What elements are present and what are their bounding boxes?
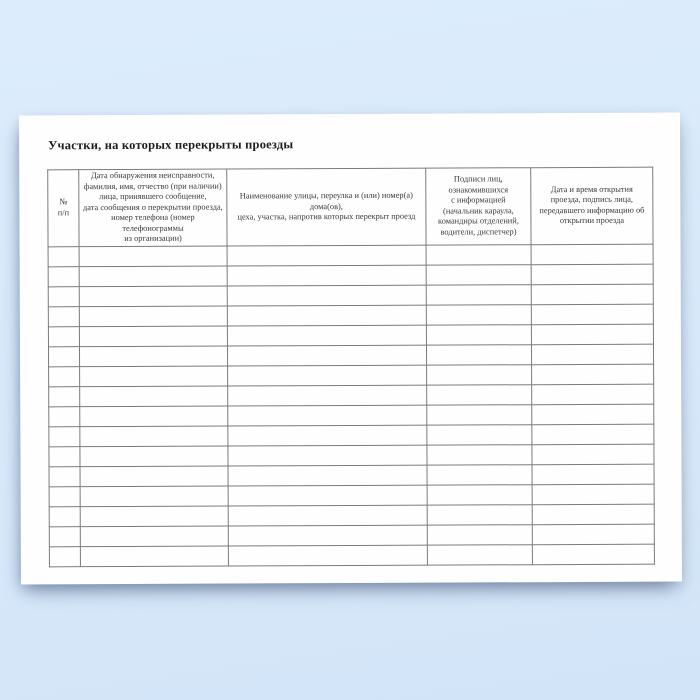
table-empty-cell xyxy=(49,426,80,446)
table-empty-row xyxy=(48,324,653,347)
table-empty-row xyxy=(49,364,654,387)
table-empty-row xyxy=(49,544,654,567)
table-empty-cell xyxy=(532,404,654,425)
table-empty-cell xyxy=(228,385,427,406)
table-empty-cell xyxy=(427,544,532,564)
table-empty-cell xyxy=(79,286,227,307)
table-empty-cell xyxy=(531,344,653,365)
table-empty-cell xyxy=(80,446,228,467)
table-empty-row xyxy=(49,464,654,487)
table-empty-cell xyxy=(49,406,80,426)
table-empty-cell xyxy=(80,386,228,407)
table-header-row xyxy=(48,167,653,246)
col-header-acknowledgement-signatures: Подписи лиц, ознакомившихся с информацией (начальник караула, командиры отделений, водители, диспетчер) xyxy=(426,168,531,245)
table-empty-row xyxy=(49,524,654,547)
table-empty-cell xyxy=(48,306,79,326)
table-empty-cell xyxy=(79,266,227,287)
table-empty-cell xyxy=(79,346,227,367)
table-empty-row xyxy=(48,344,653,367)
table-empty-cell xyxy=(49,386,80,406)
table-empty-cell xyxy=(80,526,228,547)
table-empty-row xyxy=(49,424,654,447)
table-empty-cell xyxy=(426,264,531,284)
blocked-passages-table xyxy=(47,167,655,567)
col-header-reopening-details: Дата и время открытия проезда, подпись лица, передавшего информацию об открытии проезда xyxy=(531,167,653,244)
table-empty-cell xyxy=(427,424,532,444)
col-header-street-location: Наименование улицы, переулка и (или) номер(а) дома(ов), цеха, участка, напротив которых перекрыт проезд xyxy=(227,168,426,245)
table-empty-cell xyxy=(80,486,228,507)
table-empty-row xyxy=(49,384,654,407)
table-empty-row xyxy=(48,264,653,287)
table-empty-cell xyxy=(532,544,654,565)
table-empty-cell xyxy=(48,346,79,366)
table-empty-cell xyxy=(227,325,426,346)
table-empty-cell xyxy=(228,485,427,506)
table-empty-cell xyxy=(427,464,532,484)
table-empty-cell xyxy=(228,505,427,526)
table-empty-cell xyxy=(531,284,653,305)
table-empty-cell xyxy=(80,366,228,387)
document-page xyxy=(19,113,682,585)
table-empty-cell xyxy=(531,244,653,265)
table-empty-cell xyxy=(426,344,531,364)
table-empty-cell xyxy=(427,484,532,504)
table-empty-cell xyxy=(80,406,228,427)
table-empty-cell xyxy=(227,345,426,366)
table-empty-cell xyxy=(80,426,228,447)
page-title: Участки, на которых перекрыты проезды xyxy=(48,137,294,153)
col-header-failure-report-details: Дата обнаружения неисправности, фамилия, имя, отчество (при наличии) лица, принявшего сообщение, дата сообщения о перекрытии проезда, номер телефона (номер телефонограммы из организации) xyxy=(79,169,227,246)
table-empty-cell xyxy=(48,286,79,306)
table-empty-cell xyxy=(79,326,227,347)
table-empty-cell xyxy=(427,524,532,544)
table-empty-cell xyxy=(80,506,228,527)
table-empty-cell xyxy=(228,425,427,446)
table-empty-cell xyxy=(531,264,653,285)
table-empty-cell xyxy=(532,424,654,445)
table-empty-cell xyxy=(228,465,427,486)
table-empty-cell xyxy=(49,366,80,386)
table-empty-row xyxy=(48,284,653,307)
table-empty-row xyxy=(49,504,654,527)
table-empty-cell xyxy=(227,305,426,326)
table-empty-cell xyxy=(532,464,654,485)
table-body xyxy=(48,244,654,567)
table-empty-cell xyxy=(426,324,531,344)
table-empty-row xyxy=(49,404,654,427)
table-empty-row xyxy=(49,444,654,467)
table-empty-cell xyxy=(427,504,532,524)
table-empty-cell xyxy=(427,384,532,404)
table-empty-cell xyxy=(532,364,654,385)
table-empty-cell xyxy=(427,364,532,384)
table-empty-cell xyxy=(532,504,654,525)
table-empty-cell xyxy=(49,546,80,566)
table-empty-cell xyxy=(48,326,79,346)
table-empty-cell xyxy=(49,526,80,546)
table-empty-cell xyxy=(228,525,427,546)
table-empty-cell xyxy=(532,384,654,405)
table-empty-cell xyxy=(79,246,227,267)
table-empty-cell xyxy=(427,444,532,464)
table-empty-cell xyxy=(227,285,426,306)
table-empty-cell xyxy=(49,486,80,506)
table-empty-cell xyxy=(426,304,531,324)
table-empty-cell xyxy=(49,446,80,466)
table-empty-cell xyxy=(228,405,427,426)
table-empty-row xyxy=(49,484,654,507)
table-empty-cell xyxy=(532,484,654,505)
table-empty-cell xyxy=(426,244,531,264)
table-empty-cell xyxy=(531,324,653,345)
table-empty-cell xyxy=(49,466,80,486)
table-empty-cell xyxy=(48,266,79,286)
table-empty-cell xyxy=(228,445,427,466)
table-empty-row xyxy=(48,244,653,267)
table-empty-cell xyxy=(79,306,227,327)
table-empty-cell xyxy=(80,466,228,487)
table-empty-cell xyxy=(80,546,228,567)
table-empty-cell xyxy=(532,524,654,545)
table-empty-cell xyxy=(532,444,654,465)
table-empty-cell xyxy=(227,265,426,286)
table-empty-cell xyxy=(228,545,427,566)
table-empty-cell xyxy=(426,284,531,304)
table-empty-cell xyxy=(228,365,427,386)
table-empty-cell xyxy=(49,506,80,526)
table-empty-cell xyxy=(48,246,79,266)
table-empty-cell xyxy=(531,304,653,325)
col-header-row-number: № п/п xyxy=(48,170,79,247)
table-empty-cell xyxy=(427,404,532,424)
table-empty-row xyxy=(48,304,653,327)
table-empty-cell xyxy=(227,245,426,266)
